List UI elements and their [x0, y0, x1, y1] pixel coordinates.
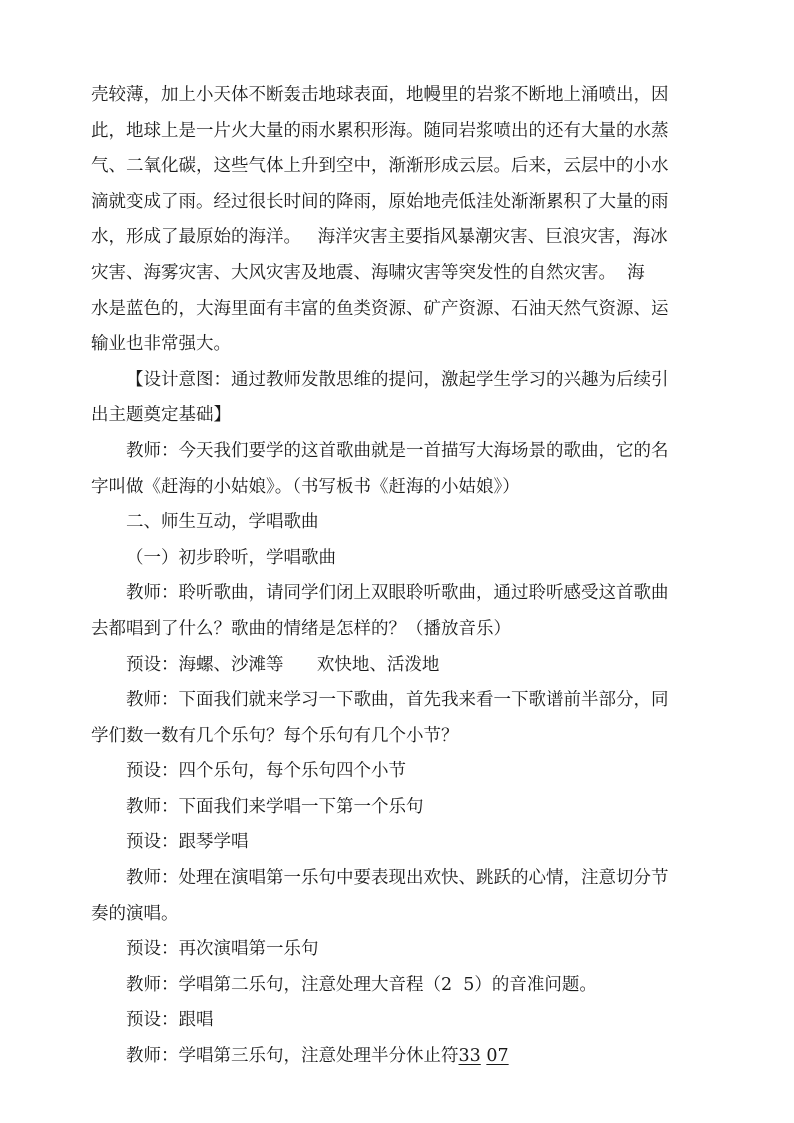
text-line: 预设：四个乐句，每个乐句四个小节: [126, 761, 406, 782]
text-line: 预设：跟琴学唱: [126, 832, 249, 853]
text-line: 教师：学唱第二乐句，注意处理大音程（2 5）的音准问题。: [126, 974, 597, 995]
text-line: 预设：再次演唱第一乐句: [126, 939, 319, 960]
text-line: 预设：跟唱: [126, 1010, 214, 1031]
text-line: 滴就变成了雨。经过很长时间的降雨，原始地壳低洼处渐渐累积了大量的雨: [91, 191, 669, 212]
text-line: 灾害、海雾灾害、大风灾害及地震、海啸灾害等突发性的自然灾害。 海: [91, 262, 645, 283]
text-line: 奏的演唱。: [91, 903, 179, 924]
text-line: 二、师生互动，学唱歌曲: [126, 512, 319, 533]
text-line: 学们数一数有几个乐句？每个乐句有几个小节？: [91, 725, 459, 746]
text-line: 预设：海螺、沙滩等 欢快地、活泼地: [126, 654, 440, 675]
text-line: 教师：下面我们来学唱一下第一个乐句: [126, 796, 424, 817]
notation-prefix: 教师：学唱第三乐句，注意处理半分休止符: [126, 1046, 459, 1067]
text-line: 出主题奠定基础】: [91, 405, 231, 426]
text-line: 教师：处理在演唱第一乐句中要表现出欢快、跳跃的心情，注意切分节: [126, 868, 669, 889]
text-line: 此，地球上是一片火大量的雨水累积形海。随同岩浆喷出的还有大量的水蒸: [91, 120, 669, 141]
text-line: 气、二氧化碳，这些气体上升到空中，渐渐形成云层。后来，云层中的小水: [91, 156, 669, 177]
text-line: 去都唱到了什么？歌曲的情绪是怎样的？（播放音乐）: [91, 618, 511, 639]
text-line: （一）初步聆听，学唱歌曲: [126, 547, 336, 568]
text-line: 教师：下面我们就来学习一下歌曲，首先我来看一下歌谱前半部分，同: [126, 690, 669, 711]
text-line-notation: [91, 1039, 705, 1075]
text-line: 输业也非常强大。: [91, 334, 231, 355]
text-line: 字叫做《赶海的小姑娘》。（书写板书《赶海的小姑娘》）: [91, 476, 520, 497]
rest-notation-second: 07: [486, 1046, 509, 1067]
text-line: 教师：聆听歌曲，请同学们闭上双眼聆听歌曲，通过聆听感受这首歌曲: [126, 583, 669, 604]
rest-notation-first: 33: [458, 1046, 481, 1067]
document-body: [91, 78, 705, 1075]
text-line: 【设计意图：通过教师发散思维的提问，激起学生学习的兴趣为后续引: [126, 369, 669, 390]
text-line: 教师：今天我们要学的这首歌曲就是一首描写大海场景的歌曲，它的名: [126, 440, 669, 461]
text-line: 水，形成了最原始的海洋。 海洋灾害主要指风暴潮灾害、巨浪灾害，海冰: [91, 227, 668, 248]
text-line: 壳较薄，加上小天体不断轰击地球表面，地幔里的岩浆不断地上涌喷出，因: [91, 85, 669, 105]
text-line: 水是蓝色的，大海里面有丰富的鱼类资源、矿产资源、石油天然气资源、运: [91, 298, 669, 319]
